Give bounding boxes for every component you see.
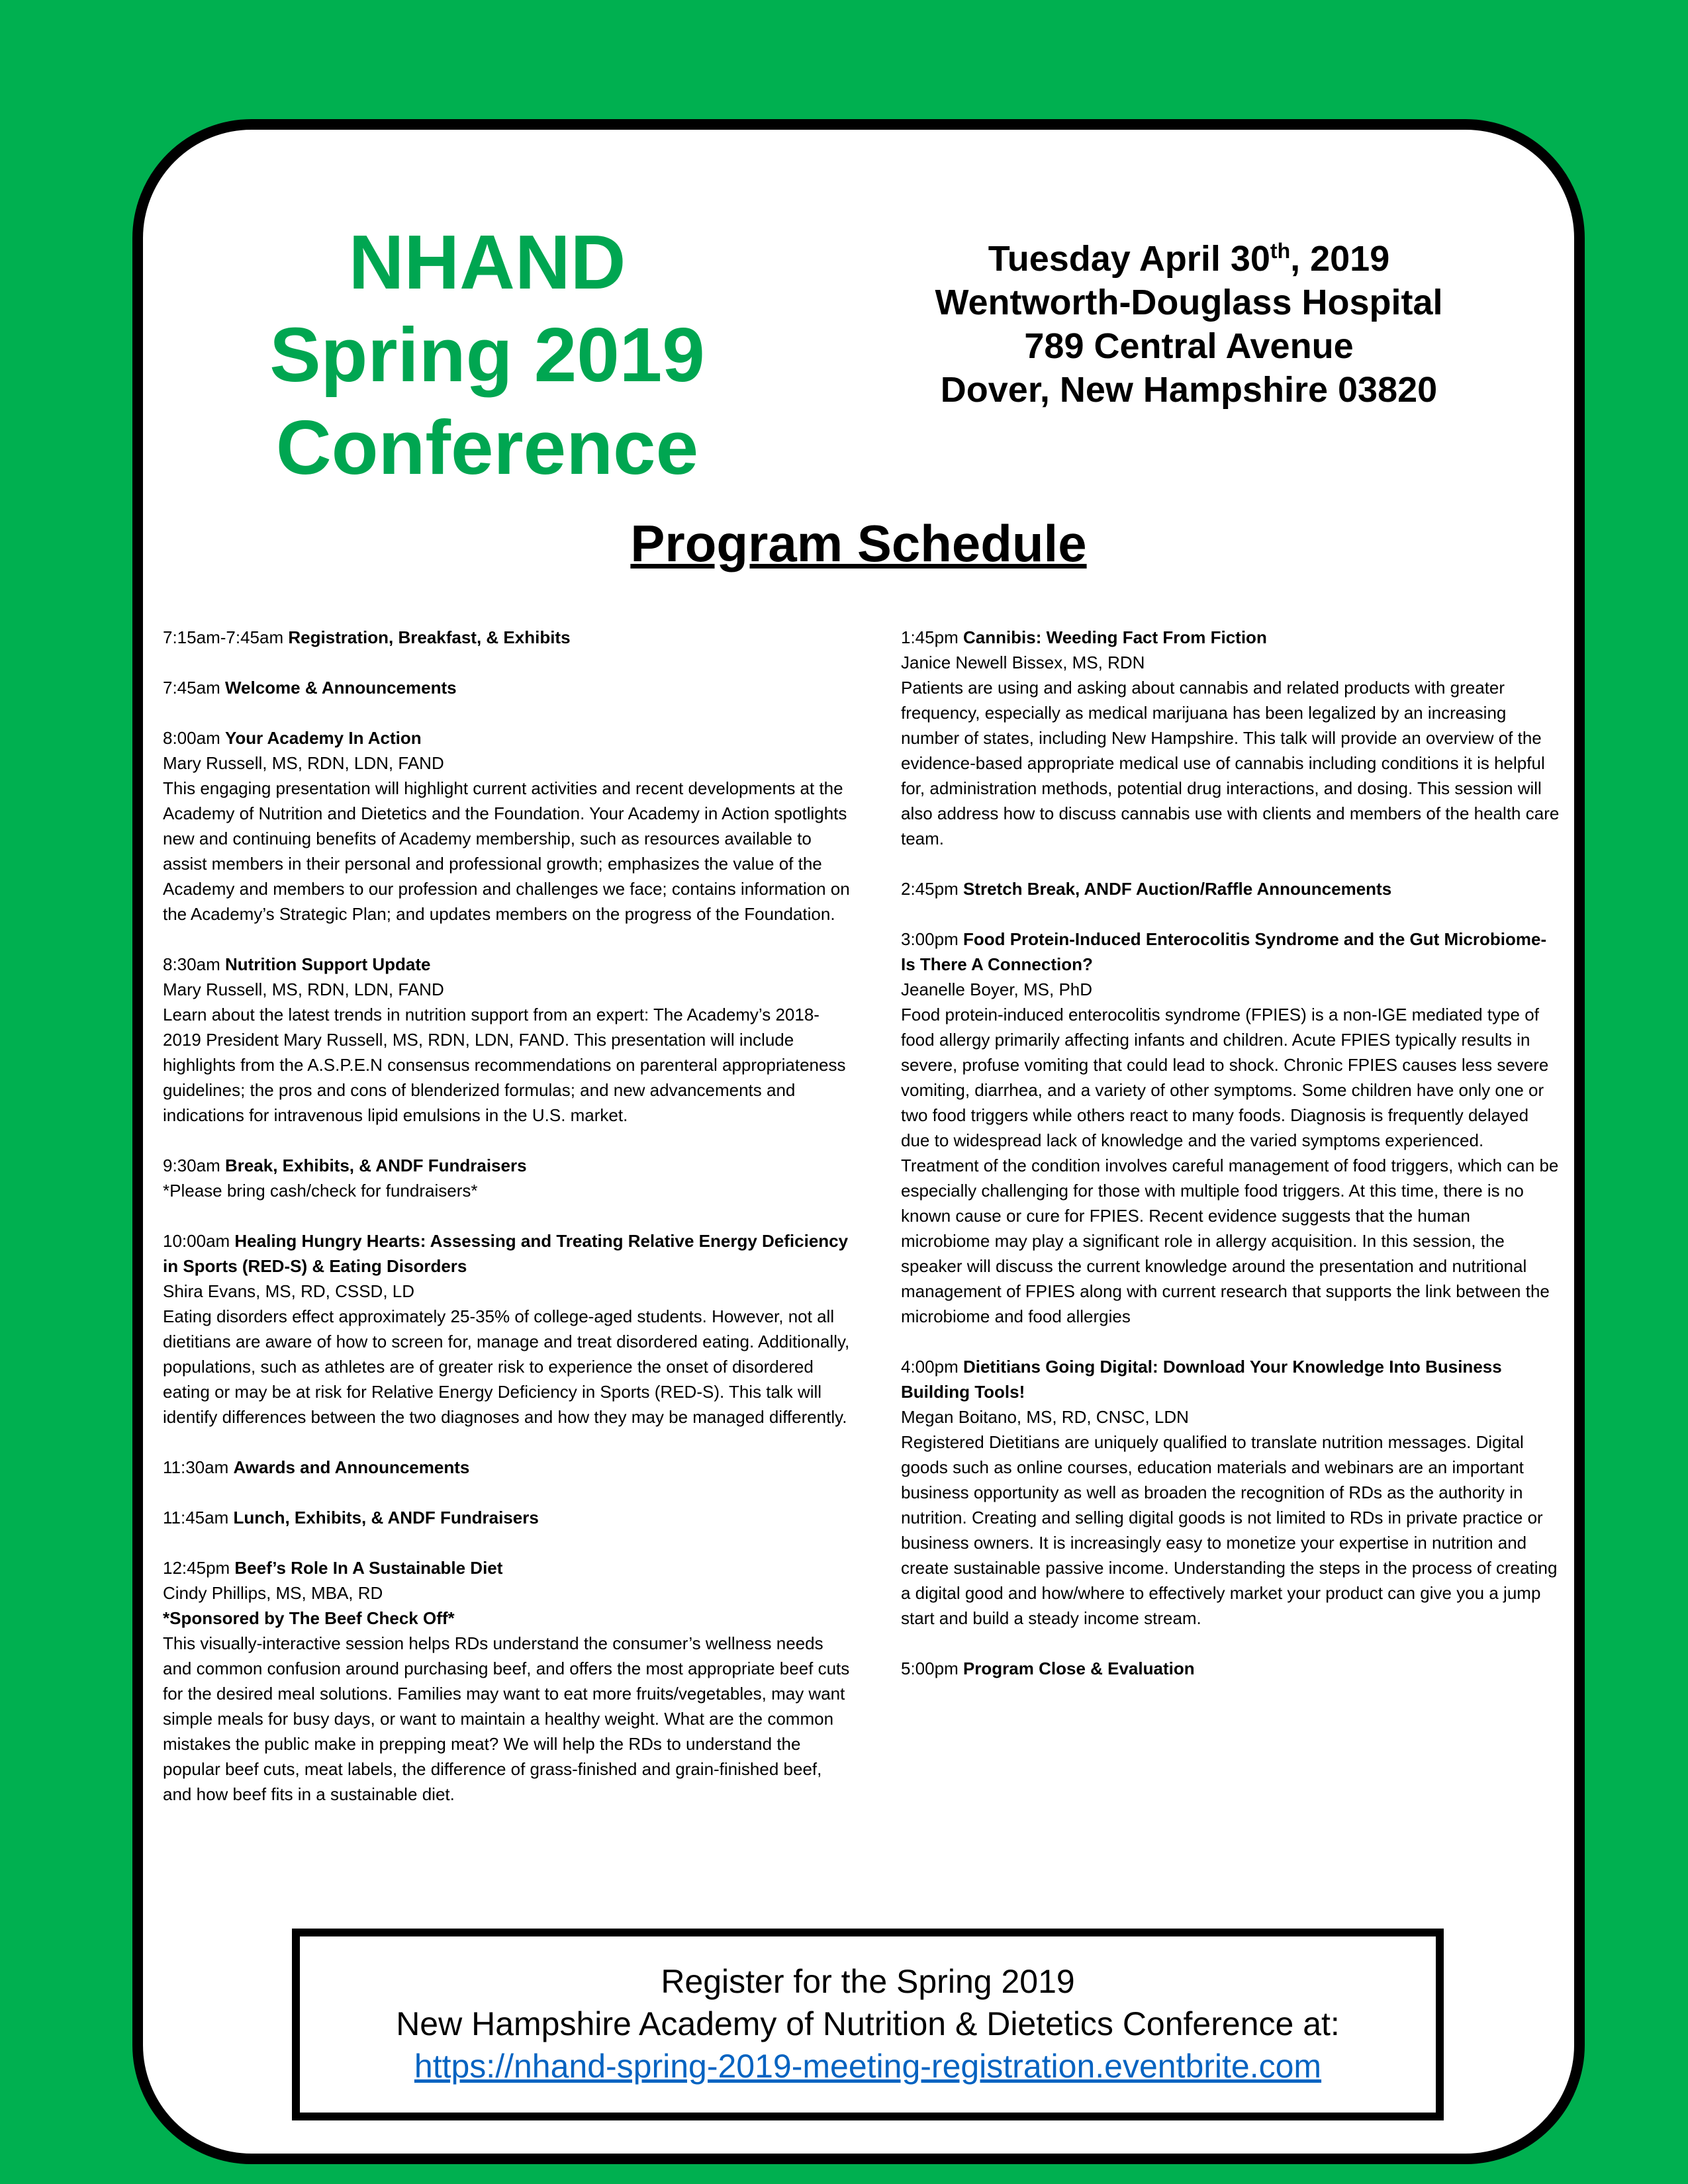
schedule-topic: Program Close & Evaluation xyxy=(962,1659,1195,1678)
schedule-time: 9:30am xyxy=(163,1156,225,1175)
schedule-item-heading xyxy=(163,1228,851,1279)
schedule-item xyxy=(163,625,851,650)
register-line-1: Register for the Spring 2019 xyxy=(661,1963,1075,2000)
event-date-year: , 2019 xyxy=(1290,239,1390,279)
schedule-item xyxy=(163,952,851,1128)
schedule-topic: Awards and Announcements xyxy=(233,1457,470,1477)
schedule-item xyxy=(163,675,851,700)
event-date-suffix: th xyxy=(1270,239,1291,263)
schedule-topic: Healing Hungry Hearts: Assessing and Treating Relative Energy Deficiency in Sports (RED-S) & Eating Disorders xyxy=(163,1231,849,1276)
schedule-time: 12:45pm xyxy=(163,1558,235,1578)
schedule-time: 8:00am xyxy=(163,728,225,748)
schedule-item-heading xyxy=(901,927,1560,977)
schedule-item-heading xyxy=(901,1656,1560,1681)
schedule-item xyxy=(163,1228,851,1430)
schedule-sponsor: *Sponsored by The Beef Check Off* xyxy=(163,1608,455,1628)
schedule-topic: Your Academy In Action xyxy=(224,728,422,748)
schedule-description: This visually-interactive session helps RDs understand the consumer’s wellness needs and common confusion around purchasing beef, and offers the most appropriate beef cuts for the desired meal solutions. Families may want to eat more fruits/vegetables, may want simple meals for busy days, or want to maintain a healthy weight. What are the common mistakes the public make in prepping meat? We will help the RDs to understand the popular beef cuts, meat labels, the difference of grass-finished and grain-finished beef, and how beef fits in a sustainable diet. xyxy=(163,1633,850,1804)
schedule-item-heading xyxy=(163,1153,851,1178)
schedule-time: 2:45pm xyxy=(901,879,963,899)
flyer-card xyxy=(132,119,1585,2164)
schedule-item-heading xyxy=(901,876,1560,901)
schedule-topic: Stretch Break, ANDF Auction/Raffle Announcements xyxy=(962,879,1392,899)
register-line-2: New Hampshire Academy of Nutrition & Dietetics Conference at: xyxy=(396,2005,1340,2042)
schedule-time: 8:30am xyxy=(163,954,225,974)
schedule-item xyxy=(901,1656,1560,1681)
schedule-speaker: Shira Evans, MS, RD, CSSD, LD xyxy=(163,1281,414,1301)
schedule-description: This engaging presentation will highlight current activities and recent developments at the Academy of Nutrition and Dietetics and the Foundation. Your Academy in Action spotlights new and continuing benefits of Academy membership, such as resources available to assist members in their personal and professional growth; emphasizes the value of the Academy and members to our profession and challenges we face; contains information on the Academy’s Strategic Plan; and updates members on the progress of the Foundation. xyxy=(163,778,850,924)
title-line-2: Spring 2019 xyxy=(269,312,705,398)
schedule-topic: Dietitians Going Digital: Download Your Knowledge Into Business Building Tools! xyxy=(901,1357,1502,1402)
schedule-item-heading xyxy=(901,1354,1560,1404)
schedule-topic: Lunch, Exhibits, & ANDF Fundraisers xyxy=(233,1508,539,1527)
schedule-time: 4:00pm xyxy=(901,1357,963,1377)
schedule-item xyxy=(901,1354,1560,1631)
schedule-item-heading xyxy=(163,1505,851,1530)
schedule-item-heading xyxy=(163,675,851,700)
schedule-topic: Cannibis: Weeding Fact From Fiction xyxy=(962,627,1267,647)
schedule-item xyxy=(163,1153,851,1203)
schedule-time: 7:45am xyxy=(163,678,225,698)
schedule-time: 11:45am xyxy=(163,1508,234,1527)
schedule-speaker: Mary Russell, MS, RDN, LDN, FAND xyxy=(163,753,444,773)
schedule-description: Eating disorders effect approximately 25-35% of college-aged students. However, not all dietitians are aware of how to screen for, manage and treat disordered eating. Additionally, populations, such as athletes are of greater risk to experience the onset of disordered eating or may be at risk for Relative Energy Deficiency in Sports (RED-S). This talk will identify differences between the two diagnoses and how they may be managed differently. xyxy=(163,1306,850,1427)
schedule-time: 5:00pm xyxy=(901,1659,963,1678)
conference-title xyxy=(242,216,732,494)
schedule-right-column xyxy=(901,625,1560,1706)
schedule-topic: Nutrition Support Update xyxy=(224,954,431,974)
schedule-item xyxy=(163,1555,851,1807)
schedule-item xyxy=(901,625,1560,851)
registration-box xyxy=(292,1929,1444,2120)
schedule-description: Patients are using and asking about cannabis and related products with greater frequency, especially as medical marijuana has been legalized by an increasing number of states, including New Hampshire. This talk will provide an overview of the evidence-based appropriate medical use of cannabis including conditions it is helpful for, administration methods, potential drug interactions, and dosing. This session will also address how to discuss cannabis use with clients and members of the health care team. xyxy=(901,678,1560,848)
schedule-topic: Registration, Breakfast, & Exhibits xyxy=(288,627,571,647)
schedule-time: 7:15am-7:45am xyxy=(163,627,289,647)
event-date xyxy=(858,229,1520,281)
schedule-speaker: Megan Boitano, MS, RD, CNSC, LDN xyxy=(901,1407,1189,1427)
schedule-item-heading xyxy=(163,625,851,650)
schedule-item-heading xyxy=(163,725,851,751)
event-street: 789 Central Avenue xyxy=(1024,326,1354,366)
schedule-item xyxy=(901,927,1560,1329)
event-venue: Wentworth-Douglass Hospital xyxy=(935,283,1443,322)
schedule-item-heading xyxy=(163,952,851,977)
schedule-topic: Break, Exhibits, & ANDF Fundraisers xyxy=(224,1156,527,1175)
schedule-item xyxy=(163,1455,851,1480)
title-line-1: NHAND xyxy=(348,219,626,305)
registration-link[interactable]: https://nhand-spring-2019-meeting-registration.eventbrite.com xyxy=(414,2048,1322,2085)
schedule-item xyxy=(901,876,1560,901)
schedule-time: 1:45pm xyxy=(901,627,963,647)
schedule-left-column xyxy=(163,625,851,1832)
schedule-description: Food protein-induced enterocolitis syndrome (FPIES) is a non-IGE mediated type of food allergy primarily affecting infants and children. Acute FPIES typically results in severe, profuse vomiting that could lead to shock. Chronic FPIES causes less severe vomiting, diarrhea, and a variety of other symptoms. Some children have only one or two food triggers while others react to many foods. Diagnosis is frequently delayed due to widespread lack of knowledge and the varied symptoms experienced. Treatment of the condition involves careful management of food triggers, which can be especially challenging for those with multiple food triggers. At this time, there is no known cause or cure for FPIES. Recent evidence suggests that the human microbiome may play a significant role in allergy acquisition. In this session, the speaker will discuss the current knowledge around the presentation and nutritional management of FPIES along with current research that supports the link between the microbiome and food allergies xyxy=(901,1005,1559,1326)
schedule-description: Learn about the latest trends in nutrition support from an expert: The Academy’s 2018-2019 President Mary Russell, MS, RDN, LDN, FAND. This presentation will include highlights from the A.S.P.E.N consensus recommendations on parenteral appropriateness guidelines; the pros and cons of blenderized formulas; and new advancements and indications for intravenous lipid emulsions in the U.S. market. xyxy=(163,1005,846,1125)
schedule-item-heading xyxy=(901,625,1560,650)
schedule-time: 10:00am xyxy=(163,1231,235,1251)
schedule-topic: Food Protein-Induced Enterocolitis Syndrome and the Gut Microbiome- Is There A Connection? xyxy=(901,929,1547,974)
schedule-time: 11:30am xyxy=(163,1457,234,1477)
event-details xyxy=(858,229,1520,412)
schedule-speaker: Janice Newell Bissex, MS, RDN xyxy=(901,653,1145,672)
schedule-description: Registered Dietitians are uniquely qualified to translate nutrition messages. Digital goods such as online courses, education materials and webinars are an important business opportunity as well as broaden the recognition of RDs as the authority in nutrition. Creating and selling digital goods is not limited to RDs in private practice or business owners. It is increasingly easy to monetize your expertise in nutrition and create sustainable passive income. Understanding the steps in the process of creating a digital good and how/where to effectively market your product can give you a jump start and build a steady income stream. xyxy=(901,1432,1558,1628)
schedule-item-heading xyxy=(163,1555,851,1580)
event-date-day: Tuesday April 30 xyxy=(988,239,1270,279)
schedule-item-heading xyxy=(163,1455,851,1480)
schedule-item xyxy=(163,1505,851,1530)
schedule-speaker: Mary Russell, MS, RDN, LDN, FAND xyxy=(163,979,444,999)
schedule-speaker: Cindy Phillips, MS, MBA, RD xyxy=(163,1583,383,1603)
schedule-topic: Welcome & Announcements xyxy=(224,678,457,698)
schedule-time: 3:00pm xyxy=(901,929,963,949)
schedule-topic: Beef’s Role In A Sustainable Diet xyxy=(234,1558,503,1578)
schedule-heading: Program Schedule xyxy=(630,514,1087,572)
schedule-speaker: Jeanelle Boyer, MS, PhD xyxy=(901,979,1093,999)
title-line-3: Conference xyxy=(275,404,699,490)
schedule-item xyxy=(163,725,851,927)
event-city: Dover, New Hampshire 03820 xyxy=(940,370,1438,410)
schedule-note: *Please bring cash/check for fundraisers* xyxy=(163,1181,478,1201)
